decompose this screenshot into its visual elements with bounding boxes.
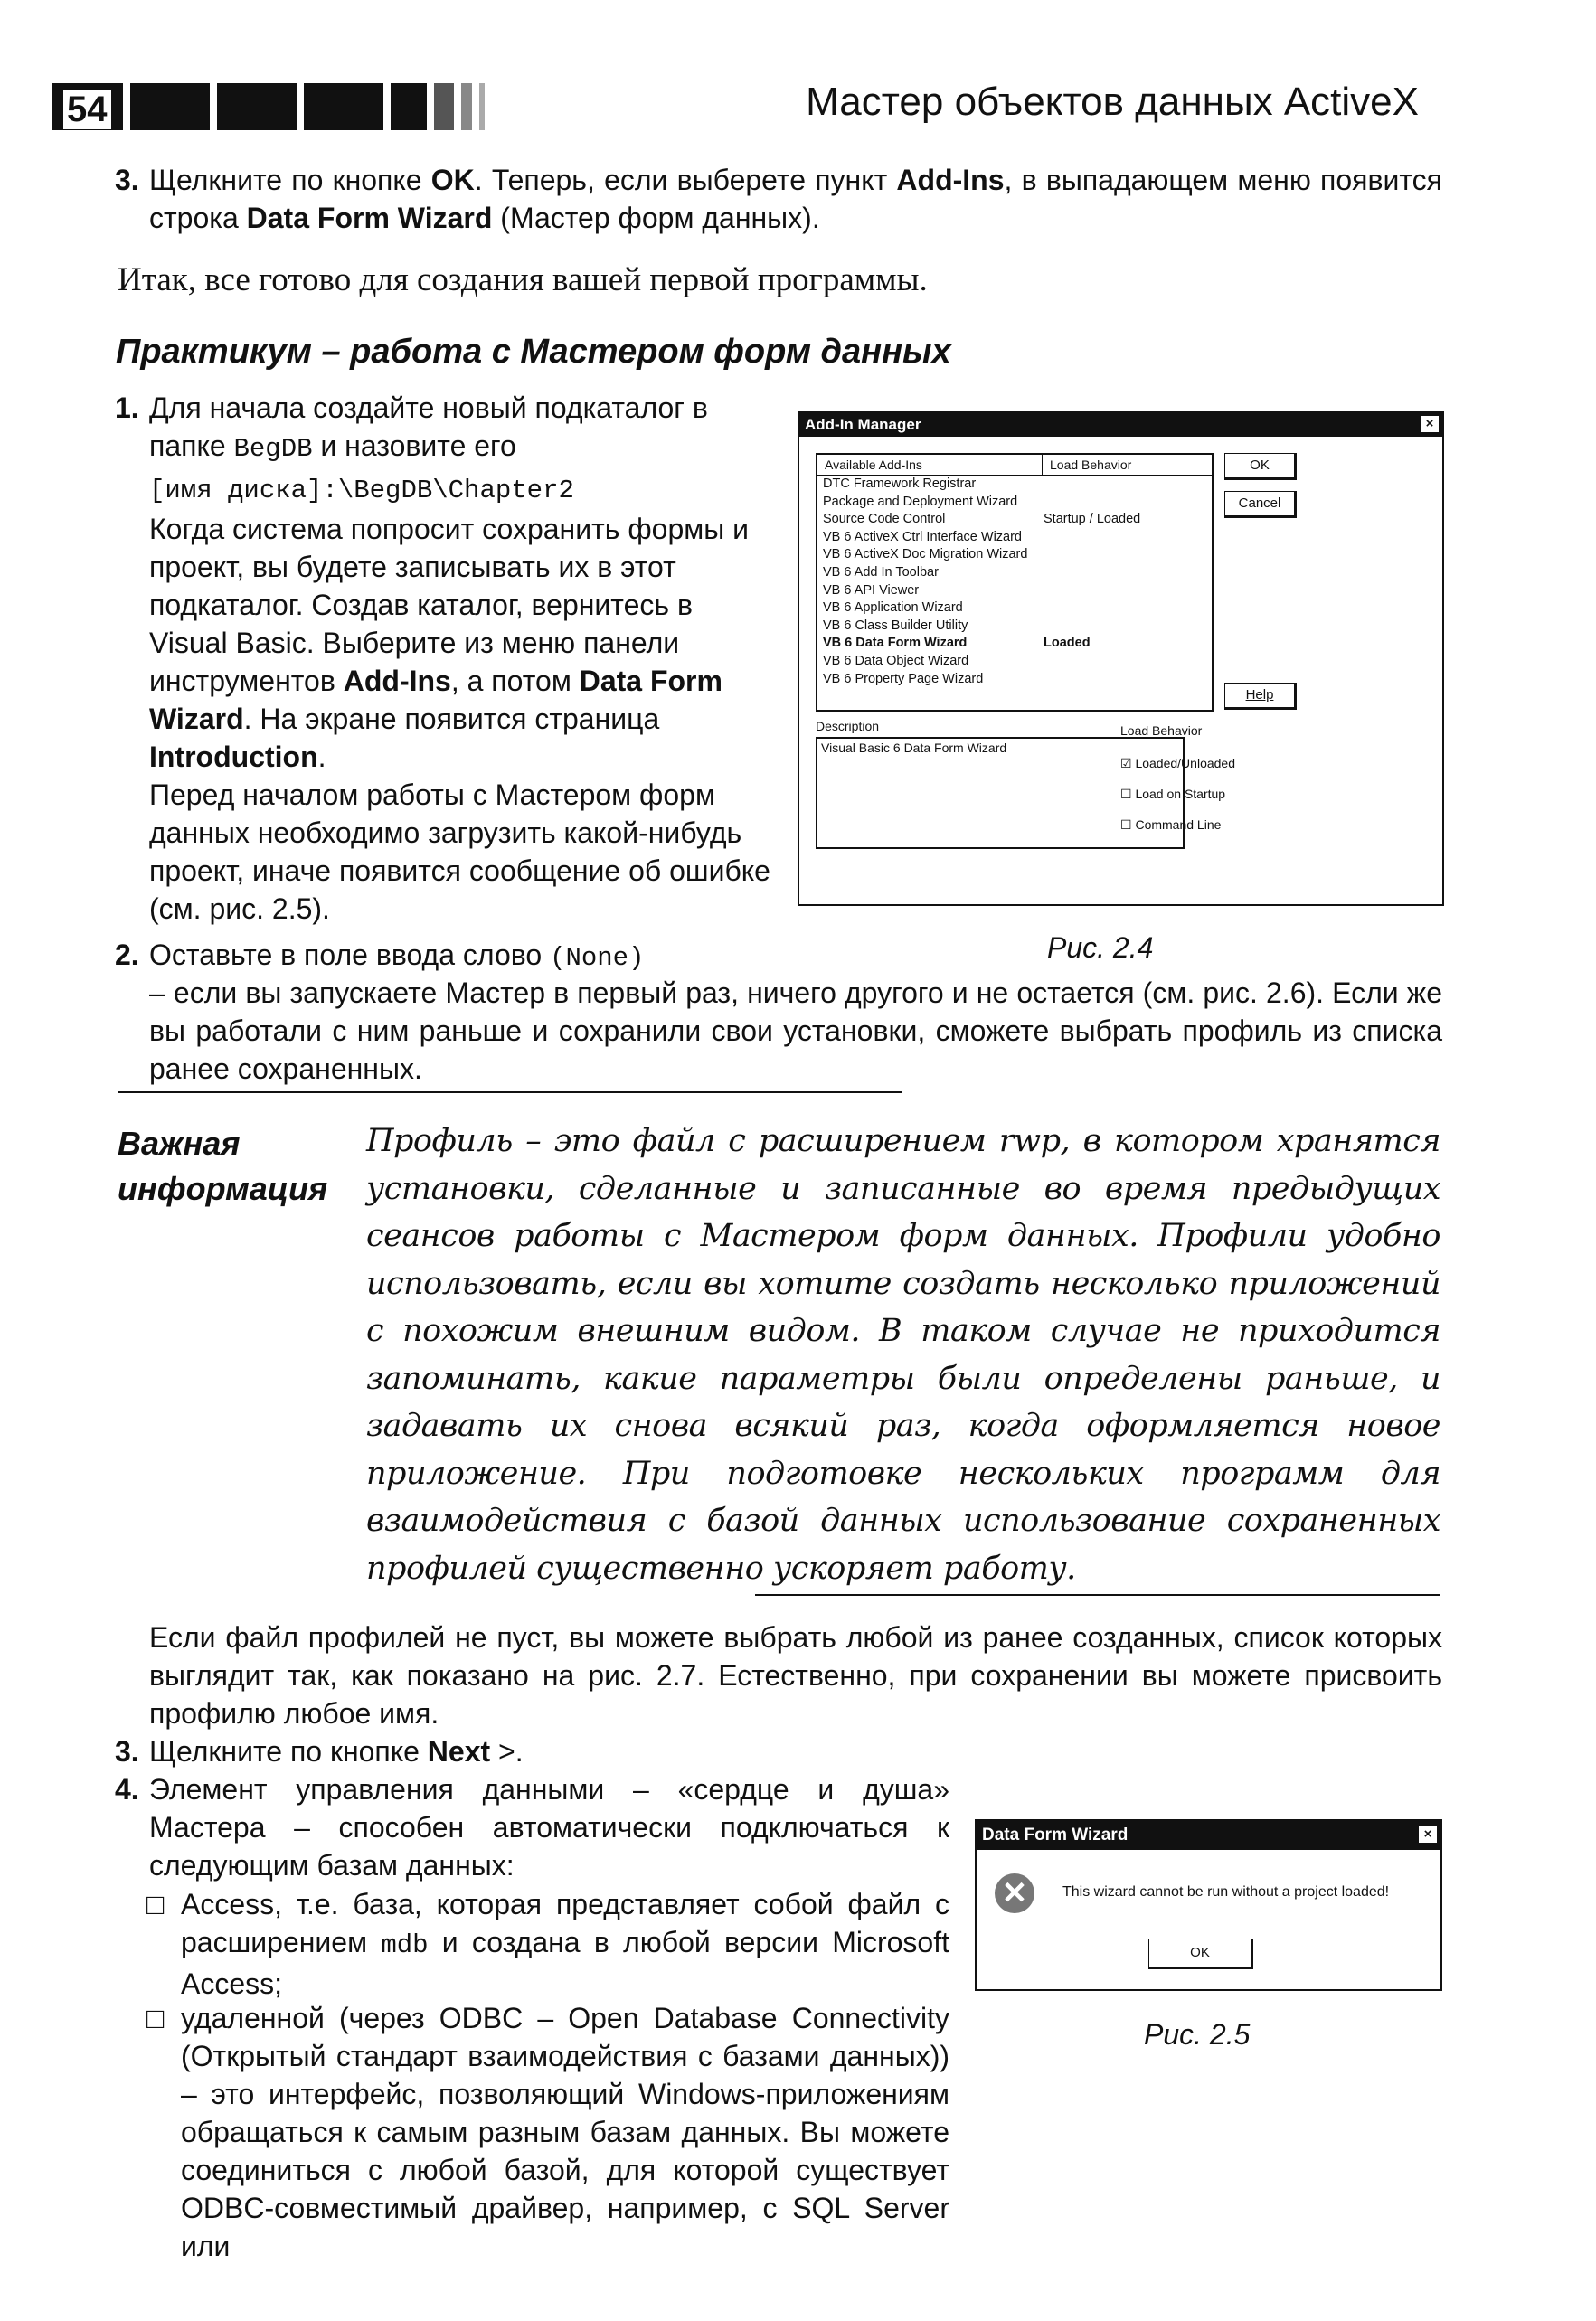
add-in-row[interactable] bbox=[817, 582, 1212, 600]
add-in-row[interactable] bbox=[817, 529, 1212, 547]
add-in-load-behavior: Startup / Loaded bbox=[1044, 512, 1141, 527]
add-in-name: VB 6 API Viewer bbox=[823, 582, 920, 598]
load-behavior-options bbox=[1120, 748, 1235, 840]
add-ins-list[interactable] bbox=[816, 453, 1214, 712]
column-available-add-ins[interactable]: Available Add-Ins bbox=[825, 458, 922, 472]
add-in-row[interactable] bbox=[817, 494, 1212, 512]
add-in-row[interactable] bbox=[817, 618, 1212, 636]
dialog-title-bar: Data Form Wizard × bbox=[977, 1821, 1440, 1850]
column-load-behavior[interactable]: Load Behavior bbox=[1042, 455, 1131, 475]
add-in-row[interactable] bbox=[817, 476, 1212, 494]
bullet-square-icon: □ bbox=[146, 1888, 165, 1920]
add-in-row[interactable] bbox=[817, 635, 1212, 653]
add-in-row[interactable] bbox=[817, 599, 1212, 618]
important-text: Профиль – это файл с расширением rwp, в котором хранятся установки, сделанные и записанные во время предыдущих сеансов работы с Мастером форм данных. Профили удобно использовать, если вы хотите создать несколько приложений с похожим внешним видом. В таком случае не приходится запоминать, какие параметры были определены раньше, и задавать их снова всякий раз, когда оформляется новое приложение. При подготовке нескольких программ для взаимодействия с базой данных использование сохраненных профилей существенно ускоряет работу. bbox=[366, 1123, 1440, 1587]
figure-2-4-caption: Рис. 2.4 bbox=[1047, 931, 1154, 964]
checkbox-icon: ☐ bbox=[1120, 817, 1132, 832]
bullet-square-icon: □ bbox=[146, 2002, 165, 2034]
page-header-bar bbox=[52, 83, 485, 130]
add-in-name: VB 6 Property Page Wizard bbox=[823, 671, 984, 686]
bullet-odbc: □ удаленной (через ODBC – Open Database Connectivity (Открытый стандарт взаимодействия с базами данных)) – это интерфейс, позволяющий Windows-приложениям обращаться к самым разным базам данных. Вы можете соединиться с любой базой, для которой существует ODBC-совместимый драйвер, например, с SQL Server или bbox=[181, 1999, 949, 2265]
close-icon[interactable]: × bbox=[1419, 1826, 1437, 1843]
dialog-title-bar: Add-In Manager × bbox=[799, 413, 1442, 437]
add-in-name: VB 6 Application Wizard bbox=[823, 600, 963, 616]
checkbox-checked-icon: ☑ bbox=[1120, 756, 1132, 770]
step-4: 4. Элемент управления данными – «сердце и душа» Мастера – способен автоматически подключаться к следующим базам данных: bbox=[115, 1773, 949, 1882]
add-in-load-behavior: Loaded bbox=[1044, 636, 1091, 651]
ok-button[interactable]: OK bbox=[1224, 453, 1297, 480]
step-3: 3. Щелкните по кнопке Next >. bbox=[115, 1735, 524, 1768]
close-icon[interactable]: × bbox=[1421, 416, 1439, 432]
add-in-name: VB 6 Data Form Wizard bbox=[823, 636, 968, 651]
figure-2-5-caption: Рис. 2.5 bbox=[1144, 2018, 1251, 2051]
step-3-intro: 3. Щелкните по кнопке OK. Теперь, если выберете пункт Add-Ins, в выпадающем меню появится строка Data Form Wizard (Мастер форм данных). bbox=[115, 164, 1442, 234]
cancel-button[interactable]: Cancel bbox=[1224, 491, 1297, 518]
divider-bottom bbox=[755, 1594, 1440, 1596]
error-message: This wizard cannot be run without a project loaded! bbox=[1062, 1884, 1390, 1900]
divider-top bbox=[118, 1091, 902, 1093]
add-in-name: VB 6 Data Object Wizard bbox=[823, 653, 969, 668]
error-icon: ✕ bbox=[995, 1873, 1034, 1913]
bullet-access: □ Access, т.е. база, которая представляет собой файл с расширением mdb и создана в любой версии Microsoft Access; bbox=[181, 1885, 949, 2003]
checkbox-icon: ☐ bbox=[1120, 787, 1132, 801]
add-in-row[interactable] bbox=[817, 511, 1212, 529]
ready-text: Итак, все готово для создания вашей первой программы. bbox=[118, 261, 928, 298]
step-2-rest: – если вы запускаете Мастер в первый раз, ничего другого и не остается (см. рис. 2.6). Если же вы работали с ним раньше и сохранили свои установки, сможете выбрать профиль из списка ранее сохраненных. bbox=[149, 977, 1442, 1085]
data-form-wizard-dialog bbox=[975, 1819, 1442, 1991]
add-in-row[interactable] bbox=[817, 671, 1212, 689]
help-button[interactable]: Help bbox=[1224, 683, 1297, 710]
profiles-paragraph: Если файл профилей не пуст, вы можете выбрать любой из ранее созданных, список которых выглядит так, как показано на рис. 2.7. Естественно, при сохранении вы можете присвоить профилю любое имя. bbox=[149, 1621, 1442, 1730]
add-in-row[interactable] bbox=[817, 564, 1212, 582]
list-header bbox=[817, 455, 1212, 476]
page-number: 54 bbox=[52, 83, 123, 130]
description-box[interactable]: Visual Basic 6 Data Form Wizard bbox=[816, 737, 1185, 849]
add-in-row[interactable] bbox=[817, 546, 1212, 564]
section-title: Практикум – работа с Мастером форм данных bbox=[116, 333, 951, 371]
add-in-name: VB 6 Class Builder Utility bbox=[823, 618, 968, 633]
add-in-name: VB 6 ActiveX Ctrl Interface Wizard bbox=[823, 529, 1022, 544]
add-in-name: Source Code Control bbox=[823, 512, 946, 527]
add-in-name: DTC Framework Registrar bbox=[823, 476, 977, 491]
add-in-name: VB 6 ActiveX Doc Migration Wizard bbox=[823, 547, 1028, 562]
ok-button[interactable]: OK bbox=[1148, 1939, 1253, 1969]
add-in-name: Package and Deployment Wizard bbox=[823, 494, 1018, 509]
load-behavior-label: Load Behavior bbox=[1120, 723, 1203, 738]
description-label: Description bbox=[816, 719, 880, 733]
loaded-unloaded-checkbox[interactable]: ☑ Loaded/Unloaded bbox=[1120, 756, 1235, 770]
command-line-checkbox[interactable]: ☐ Command Line bbox=[1120, 817, 1222, 832]
add-in-manager-dialog bbox=[798, 411, 1444, 906]
add-in-row[interactable] bbox=[817, 653, 1212, 671]
load-on-startup-checkbox[interactable]: ☐ Load on Startup bbox=[1120, 787, 1226, 801]
step-1: 1. Для начала создайте новый подкаталог в папке BegDB и назовите его [имя диска]:\BegDB\Chapter2 Когда система попросит сохранить формы и проект, вы будете записывать их в этот подкаталог. Создав каталог, вернитесь в Visual Basic. Выберите из меню панели инструментов Add-Ins, а потом Data Form Wizard. На экране появится страница Introduction. Перед началом работы с Мастером форм данных необходимо загрузить какой-нибудь проект, иначе появится сообщение об ошибке (см. рис. 2.5). bbox=[115, 392, 770, 925]
important-label: Важная информация bbox=[118, 1125, 328, 1207]
running-title: Мастер объектов данных ActiveX bbox=[806, 80, 1419, 124]
add-in-name: VB 6 Add In Toolbar bbox=[823, 564, 939, 580]
step-2-start: 2. Оставьте в поле ввода слово (None) bbox=[115, 939, 645, 973]
